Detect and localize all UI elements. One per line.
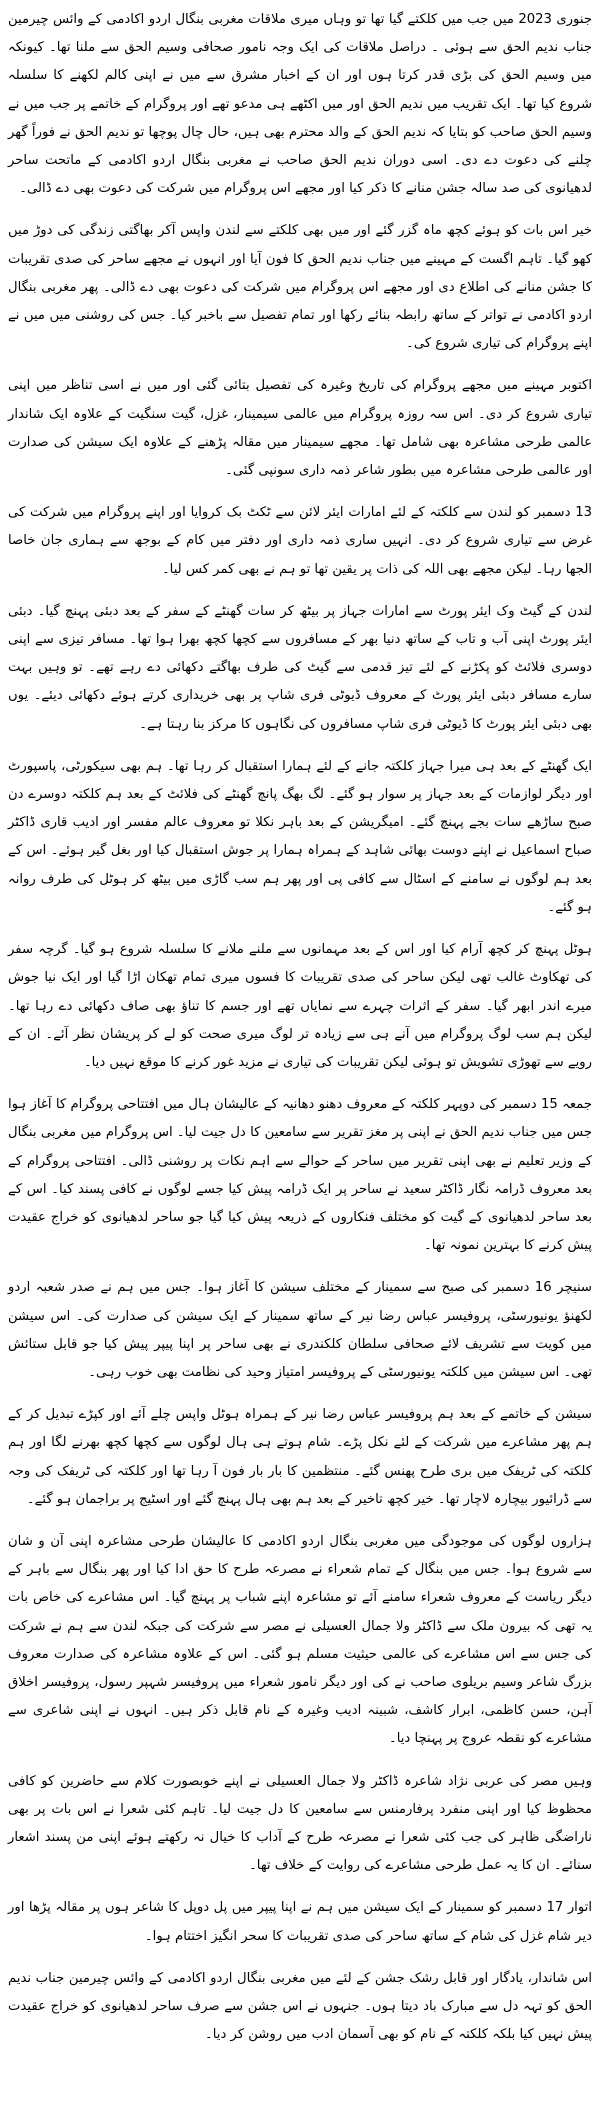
article-paragraph: لندن کے گیٹ وک ایئر پورٹ سے امارات جہاز پر بیٹھ کر سات گھنٹے کے سفر کے بعد دبئی پہنچ گیا۔ دبئی ایئر پورٹ اپنی آب و تاب کے ساتھ دنیا بھر کے مسافروں سے کچھا کچھ بھرا ہوا تھا۔ مسافر تیزی سے اپنی دوسری فلائٹ کو پکڑنے کے لئے تیز قدمی سے گیٹ کی طرف بھاگتے دکھائی دے رہے تھے۔ تو وہیں بہت سارے مسافر دبئی ایئر پورٹ کے معروف ڈیوٹی فری شاپ پر بھی خریداری کرتے ہوئے دکھائی دیئے۔ یوں بھی دبئی ایئر پورٹ کا ڈیوٹی فری شاپ مسافروں کی نگاہوں کا مرکز بنا رہتا ہے۔	[8, 603, 592, 732]
article-paragraph: ہزاروں لوگوں کی موجودگی میں مغربی بنگال اردو اکادمی کا عالیشان طرحی مشاعرہ اپنی آن و شان سے شروع ہوا۔ جس میں بنگال کے تمام شعراء نے مصرعہ طرح کا حق ادا کیا اور پھر بنگال سے باہر کے دیگر ریاست کے معروف شعراء سامنے آئے تو مشاعرہ اپنے شباب پر پہنچ گیا۔ اس مشاعرے کی خاص بات یہ تھی کہ بیرون ملک سے ڈاکٹر ولا جمال العسیلی نے مصر سے شرکت کی جبکہ لندن سے ہم نے شرکت کی جس سے اس مشاعرے کی عالمی حیثیت مسلم ہو گئی۔ اس کے علاوہ مشاعرہ کی صدارت معروف بزرگ شاعر وسیم بریلوی صاحب نے کی اور دیگر نامور شعراء میں پروفیسر شہپر رسول، پروفیسر اخلاق آہن، حسن کاظمی، ابرار کاشف، شبینہ ادیب وغیرہ کے نام قابل ذکر ہیں۔ انہوں نے اپنی شاعری سے مشاعرے کو نقطہ عروج پر پہنچا دیا۔	[8, 1533, 592, 1747]
article-paragraph: سیشن کے خاتمے کے بعد ہم پروفیسر عباس رضا نیر کے ہمراہ ہوٹل واپس چلے آئے اور کپڑے تبدیل کر کے ہم پھر مشاعرے میں شرکت کے لئے نکل پڑے۔ شام ہوتے ہی ہال لوگوں سے کچھا کچھ بھرنے لگا اور ہم کلکتہ کی ٹریفک میں بری طرح پھنس گئے۔ منتظمین کا بار بار فون آ رہا تھا اور کلکتہ کی ٹریفک کی وجہ سے ڈرائیور بیچارہ لاچار تھا۔ خیر کچھ تاخیر کے بعد ہم بھی ہال پہنچ گئے اور اسٹیج پر براجمان ہو گئے۔	[8, 1407, 592, 1507]
article-paragraph: وہیں مصر کی عربی نژاد شاعرہ ڈاکٹر ولا جمال العسیلی نے اپنے خوبصورت کلام سے حاضرین کو کافی محظوظ کیا اور اپنی منفرد پرفارمنس سے سامعین کا دل جیت لیا۔ تاہم کئی شعرا نے اس بات پر بھی ناراضگی ظاہر کی جب کئی شعرا نے مصرعہ طرح کے آداب کا خیال نہ رکھتے ہوئے اپنی من پسند اشعار سنائے۔ ان کا یہ عمل طرحی مشاعرے کی روایت کے خلاف تھا۔	[8, 1773, 592, 1874]
article-paragraph: جمعہ 15 دسمبر کی دوپہر کلکتہ کے معروف دھنو دھانیہ کے عالیشان ہال میں افتتاحی پروگرام کا آغاز ہوا جس میں جناب ندیم الحق نے اپنی پر مغز تقریر سے سامعین کا دل جیت لیا۔ اس پروگرام میں مغربی بنگال کے وزیر تعلیم نے بھی اپنی تقریر میں ساحر کے حوالے سے اہم نکات پر روشنی ڈالی۔ افتتاحی پروگرام کے بعد معروف ڈرامہ نگار ڈاکٹر سعید نے ساحر پر ایک ڈرامہ پیش کیا جسے لوگوں نے کافی پسند کیا۔ اس کے بعد ساحر لدھیانوی کے گیت کو مختلف فنکاروں کے ذریعہ پیش کیا گیا جو ساحر لدھیانوی کو خراج عقیدت پیش کرنے کا بہترین نمونہ تھا۔	[8, 1097, 593, 1254]
article-paragraph: اس شاندار، یادگار اور قابل رشک جشن کے لئے میں مغربی بنگال اردو اکادمی کے وائس چیرمین جناب ندیم الحق کو تہہ دل سے مبارک باد دیتا ہوں۔ جنہوں نے اس جشن سے صرف ساحر لدھیانوی کو خراج عقیدت پیش نہیں کیا بلکہ کلکتہ کے نام کو بھی آسمان ادب میں روشن کر دیا۔	[8, 1970, 592, 2043]
article-paragraph: اتوار 17 دسمبر کو سمینار کے ایک سیشن میں ہم نے اپنا پیپر میں پل دوپل کا شاعر ہوں پر مقالہ پڑھا اور دیر شام غزل کی شام کے ساتھ ساحر کی صدی تقریبات کا سحر انگیز اختتام ہوا۔	[8, 1900, 592, 1944]
article-paragraph: خیر اس بات کو ہوئے کچھ ماہ گزر گئے اور میں بھی کلکتے سے لندن واپس آکر بھاگتی زندگی کی دوڑ میں کھو گیا۔ تاہم اگست کے مہینے میں جناب ندیم الحق کا فون آیا اور انہوں نے مجھے ساحر کی صدی تقریبات کا جشن منانے کی اطلاع دی اور مجھے اس پروگرام میں شرکت کی دعوت بھی دے ڈالی۔ پھر مغربی بنگال اردو اکادمی نے تواتر کے ساتھ رابطہ بنائے رکھا اور تمام تفصیل سے باخبر کیا۔ جس کی روشنی میں میں نے اپنے پروگرام کی تیاری شروع کی۔	[8, 223, 592, 352]
article-paragraph: ایک گھنٹے کے بعد ہی میرا جہاز کلکتہ جانے کے لئے ہمارا استقبال کر رہا تھا۔ ہم بھی سیکورٹی، پاسپورٹ اور دیگر لوازمات کے بعد جہاز پر سوار ہو گئے۔ لگ بھگ پانچ گھنٹے کی فلائٹ کے بعد ہم کلکتہ دوسرے دن صبح ساڑھے سات بجے پہنچ گئے۔ امیگریشن کے بعد باہر نکلا تو معروف عالم مفسر اور ادیب قاری ڈاکٹر صباح اسماعیل نے اپنے دوست بھائی شاہد کے ہمراہ ہمارا پر جوش استقبال کیا اور بغل گیر ہوئے۔ اس کے بعد ہم لوگوں نے سامنے کے اسٹال سے کافی پی اور پھر ہم سب گاڑی میں بیٹھ کر ہوٹل کی طرف روانہ ہو گئے۔	[8, 758, 592, 915]
article-paragraph: سنیچر 16 دسمبر کی صبح سے سمینار کے مختلف سیشن کا آغاز ہوا۔ جس میں ہم نے صدر شعبہ اردو لکھنؤ یونیورسٹی، پروفیسر عباس رضا نیر کے ساتھ سمینار کے ایک سیشن کی صدارت کی۔ اس سیشن میں کویت سے تشریف لائے صحافی سلطان کلکندری نے بھی ساحر پر اپنا پیپر پیش کیا جو قابل ستائش تھی۔ اس سیشن میں کلکتہ یونیورسٹی کے پروفیسر امتیاز وحید کی نظامت بھی خوب رہی۔	[8, 1280, 592, 1380]
article-paragraph: اکتوبر مہینے میں مجھے پروگرام کی تاریخ وغیرہ کی تفصیل بتائی گئی اور میں نے اسی تناظر میں اپنی تیاری شروع کر دی۔ اس سہ روزہ پروگرام میں عالمی سیمینار، غزل، گیت سنگیت کے علاوہ ایک شاندار عالمی طرحی مشاعرہ بھی شامل تھا۔ مجھے سیمینار میں مقالہ پڑھنے کے علاوہ ایک سیشن کی صدارت اور عالمی طرحی مشاعرہ میں بطور شاعر ذمہ داری سونپی گئی۔	[8, 378, 592, 479]
article-paragraph: جنوری 2023 میں جب میں کلکتے گیا تھا تو وہاں میری ملاقات مغربی بنگال اردو اکادمی کے وائس چیرمین جناب ندیم الحق سے ہوئی ۔ دراصل ملاقات کی ایک وجہ نامور صحافی وسیم الحق سے ملنا تھا۔ کیونکہ میں وسیم الحق کی بڑی قدر کرتا ہوں اور ان کے اخبار مشرق سے میں نے اپنی کالم لکھنے کا سلسلہ شروع کیا تھا۔ ایک تقریب میں ندیم الحق اور میں اکٹھے ہی مدعو تھے اور پروگرام کے خاتمے پر جب میں نے وسیم الحق صاحب کو بتایا کہ ندیم الحق کے والد محترم بھی ہیں، حال چال پوچھا تو ندیم الحق نے فوراً گھر چلنے کی دعوت دے دی۔ اسی دوران ندیم الحق صاحب نے مغربی بنگال اردو اکادمی کے ماتحت ساحر لدھیانوی کی صد سالہ جشن منانے کا ذکر کیا اور مجھے اس پروگرام میں شرکت کی دعوت بھی دے ڈالی۔	[8, 12, 592, 197]
article-paragraph: ہوٹل پہنچ کر کچھ آرام کیا اور اس کے بعد مہمانوں سے ملنے ملانے کا سلسلہ شروع ہو گیا۔ گرچہ سفر کی تھکاوٹ غالب تھی لیکن ساحر کی صدی تقریبات کا فسوں میری تمام تھکان اڑا گیا اور ایک نیا جوش میرے اندر ابھر گیا۔ سفر کے اثرات چہرے سے نمایاں تھے اور جسم کا تناؤ بھی صاف دکھائی دے رہا تھا۔ لیکن ہم سب لوگ پروگرام میں آنے ہی سے زیادہ تر لوگ میری صحت کو لے کر پریشان نظر آئے۔ ان کے رویے سے تھوڑی تشویش تو ہوئی لیکن تقریبات کی تیاری نے مزید غور کرنے کا موقع نہیں دیا۔	[8, 942, 592, 1070]
article-paragraph: 13 دسمبر کو لندن سے کلکتہ کے لئے امارات ایئر لائن سے ٹکٹ بک کروایا اور اپنے پروگرام میں شرکت کی غرض سے تیاری شروع کر دی۔ انہیں ساری ذمہ داری اور دفتر میں کام کے بوجھ سے ہماری جان خاصا الجھا رہا۔ لیکن مجھے بھی اللہ کی ذات پر یقین تھا تو ہم نے بھی کمر کس لیا۔	[8, 505, 592, 577]
